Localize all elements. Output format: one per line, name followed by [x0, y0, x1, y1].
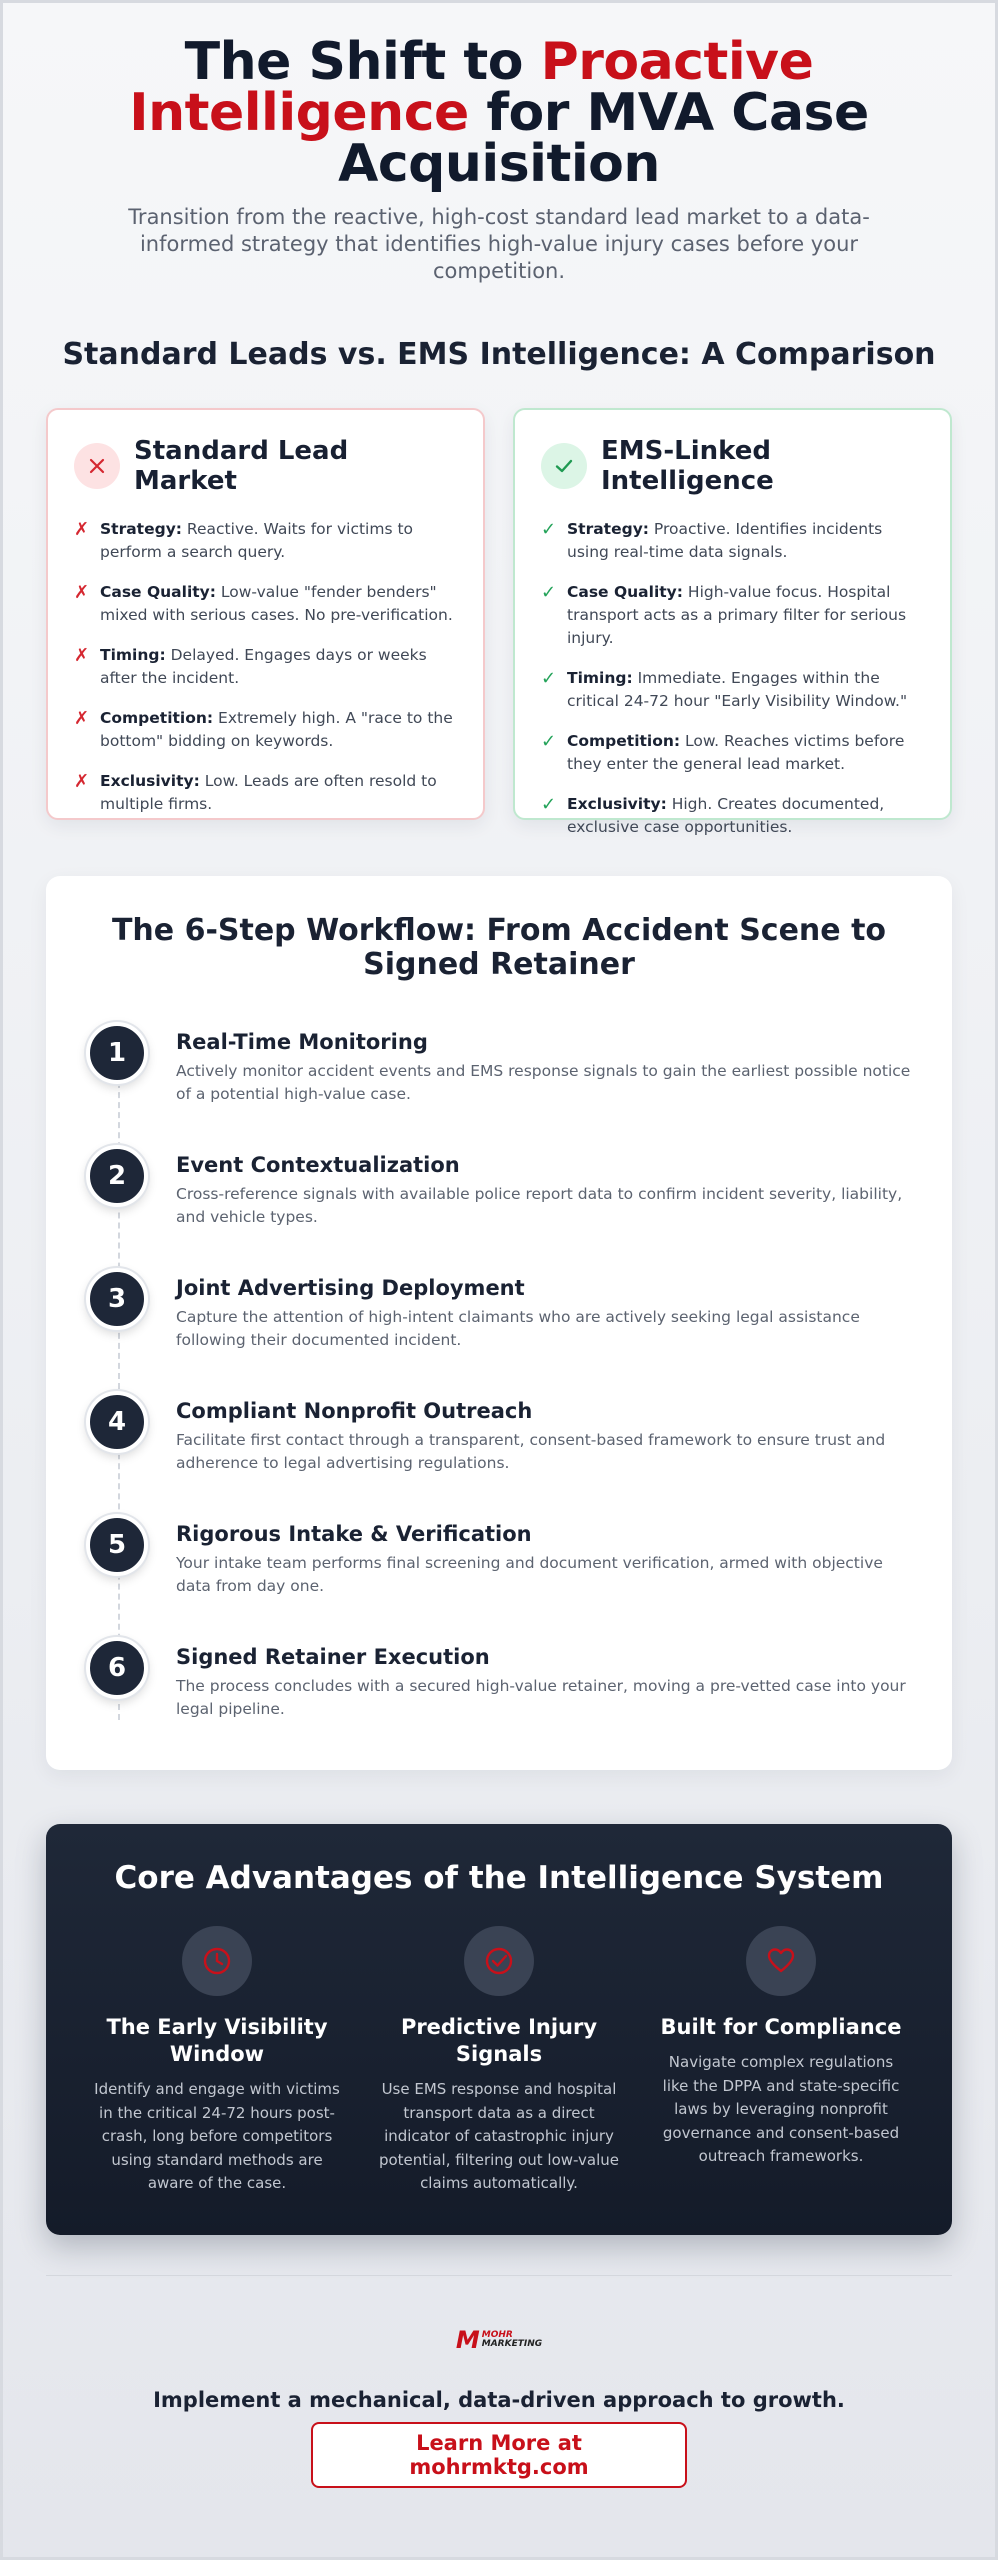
page-subtitle: Transition from the reactive, high-cost standard lead market to a data-informed strategy that identifies high-value injury cases before your competition. [128, 205, 870, 283]
step-number: 1 [86, 1022, 148, 1084]
step-title: Event Contextualization [176, 1153, 460, 1177]
card-header [541, 436, 924, 496]
step-description: Your intake team performs final screening and document verification, armed with objective data from day one. [176, 1554, 883, 1595]
heart-icon [746, 1926, 816, 1996]
footer [3, 2276, 995, 2488]
advantage-title: Predictive Injury Signals [400, 2015, 598, 2066]
ems-intelligence-card [513, 408, 952, 836]
comparison-title: Standard Leads vs. EMS Intelligence: A Comparison [62, 337, 936, 372]
step-title: Compliant Nonprofit Outreach [176, 1399, 533, 1423]
advantages-title: Core Advantages of the Intelligence System [114, 1860, 884, 1896]
comparison-section [3, 372, 995, 836]
advantages-columns [76, 1926, 922, 2196]
advantage-item [358, 1926, 640, 2196]
workflow-step [86, 1268, 892, 1391]
cross-icon: ✗ [74, 645, 90, 666]
advantage-description: Use EMS response and hospital transport data as a direct indicator of catastrophic injury potential, filtering out low-value claims automatically. [378, 2080, 620, 2192]
clock-icon [182, 1926, 252, 1996]
workflow-step [86, 1022, 911, 1145]
cta-text: Implement a mechanical, data-driven approach to growth. [153, 2388, 845, 2412]
check-icon [541, 443, 587, 489]
workflow-step [86, 1514, 892, 1637]
list-item: ✗ Case Quality: Low-value "fender benders" mixed with serious cases. No pre-verification. [74, 581, 457, 627]
card-header [74, 436, 457, 496]
cross-icon: ✗ [74, 771, 90, 792]
workflow-title: The 6-Step Workflow: From Accident Scene to Signed Retainer [111, 913, 887, 982]
logo-text-line-1: MOHR [481, 2330, 513, 2340]
logo-mark: M [455, 2326, 480, 2354]
list-item: ✓ Timing: Immediate. Engages within the critical 24-72 hour "Early Visibility Window." [541, 667, 924, 713]
checkmark-icon: ✓ [541, 794, 557, 815]
workflow-step [86, 1391, 892, 1514]
list-item: ✗ Timing: Delayed. Engages days or weeks after the incident. [74, 644, 457, 690]
checkmark-icon: ✓ [541, 519, 557, 540]
advantage-description: Identify and engage with victims in the critical 24-72 hours post-crash, long before competitors using standard methods are aware of the case. [94, 2080, 340, 2192]
card-heading: EMS-Linked Intelligence [601, 436, 774, 496]
step-number: 5 [86, 1514, 148, 1576]
step-description: Actively monitor accident events and EMS response signals to gain the earliest possible notice of a potential high-value case. [176, 1062, 911, 1103]
step-number: 2 [86, 1145, 148, 1207]
standard-list [74, 518, 457, 816]
advantages-section [46, 1824, 952, 2235]
close-icon [74, 443, 120, 489]
step-description: The process concludes with a secured high-value retainer, moving a pre-vetted case into your legal pipeline. [176, 1677, 906, 1718]
checkmark-icon: ✓ [541, 582, 557, 603]
step-title: Joint Advertising Deployment [176, 1276, 525, 1300]
advantage-title: Built for Compliance [660, 2015, 902, 2039]
step-number: 4 [86, 1391, 148, 1453]
learn-more-button[interactable]: Learn More at mohrmktg.com [311, 2422, 687, 2488]
list-item: ✓ Exclusivity: High. Creates documented, exclusive case opportunities. [541, 793, 924, 839]
cross-icon: ✗ [74, 519, 90, 540]
list-item: ✗ Strategy: Reactive. Waits for victims to perform a search query. [74, 518, 457, 564]
title-part-2: for MVA Case Acquisition [338, 83, 869, 194]
list-item: ✓ Case Quality: High-value focus. Hospital transport acts as a primary filter for serious injury. [541, 581, 924, 650]
cross-icon: ✗ [74, 582, 90, 603]
hero [3, 3, 995, 285]
advantage-item [76, 1926, 358, 2196]
list-item: ✓ Competition: Low. Reaches victims before they enter the general lead market. [541, 730, 924, 776]
standard-lead-card [46, 408, 485, 820]
title-accent: Proactive Intelligence [129, 32, 814, 143]
advantage-title: The Early Visibility Window [106, 2015, 328, 2066]
step-description: Capture the attention of high-intent claimants who are actively seeking legal assistance following their documented incident. [176, 1308, 860, 1349]
step-title: Rigorous Intake & Verification [176, 1522, 532, 1546]
checkmark-icon: ✓ [541, 668, 557, 689]
step-description: Facilitate first contact through a transparent, consent-based framework to ensure trust and adherence to legal advertising regulations. [176, 1431, 886, 1472]
list-item: ✓ Strategy: Proactive. Identifies incidents using real-time data signals. [541, 518, 924, 564]
step-number: 3 [86, 1268, 148, 1330]
step-title: Signed Retainer Execution [176, 1645, 490, 1669]
advantage-item [640, 1926, 922, 2196]
card-heading: Standard Lead Market [134, 436, 349, 496]
workflow-steps [86, 1022, 911, 1760]
list-item: ✗ Exclusivity: Low. Leads are often resold to multiple firms. [74, 770, 457, 816]
advantage-description: Navigate complex regulations like the DPPA and state-specific laws by leveraging nonprofit governance and consent-based outreach frameworks. [662, 2053, 900, 2165]
step-title: Real-Time Monitoring [176, 1030, 428, 1054]
list-item: ✗ Competition: Extremely high. A "race to the bottom" bidding on keywords. [74, 707, 457, 753]
title-part-1: The Shift to [184, 32, 541, 92]
step-description: Cross-reference signals with available police report data to confirm incident severity, liability, and vehicle types. [176, 1185, 903, 1226]
ems-list [541, 518, 924, 839]
target-icon [464, 1926, 534, 1996]
step-number: 6 [86, 1637, 148, 1699]
cross-icon: ✗ [74, 708, 90, 729]
checkmark-icon: ✓ [541, 731, 557, 752]
page-title [63, 32, 935, 194]
company-logo [456, 2326, 542, 2354]
workflow-step [86, 1637, 906, 1760]
workflow-section [46, 876, 952, 1770]
logo-text-line-2: MARKETING [481, 2339, 543, 2349]
workflow-step [86, 1145, 903, 1268]
